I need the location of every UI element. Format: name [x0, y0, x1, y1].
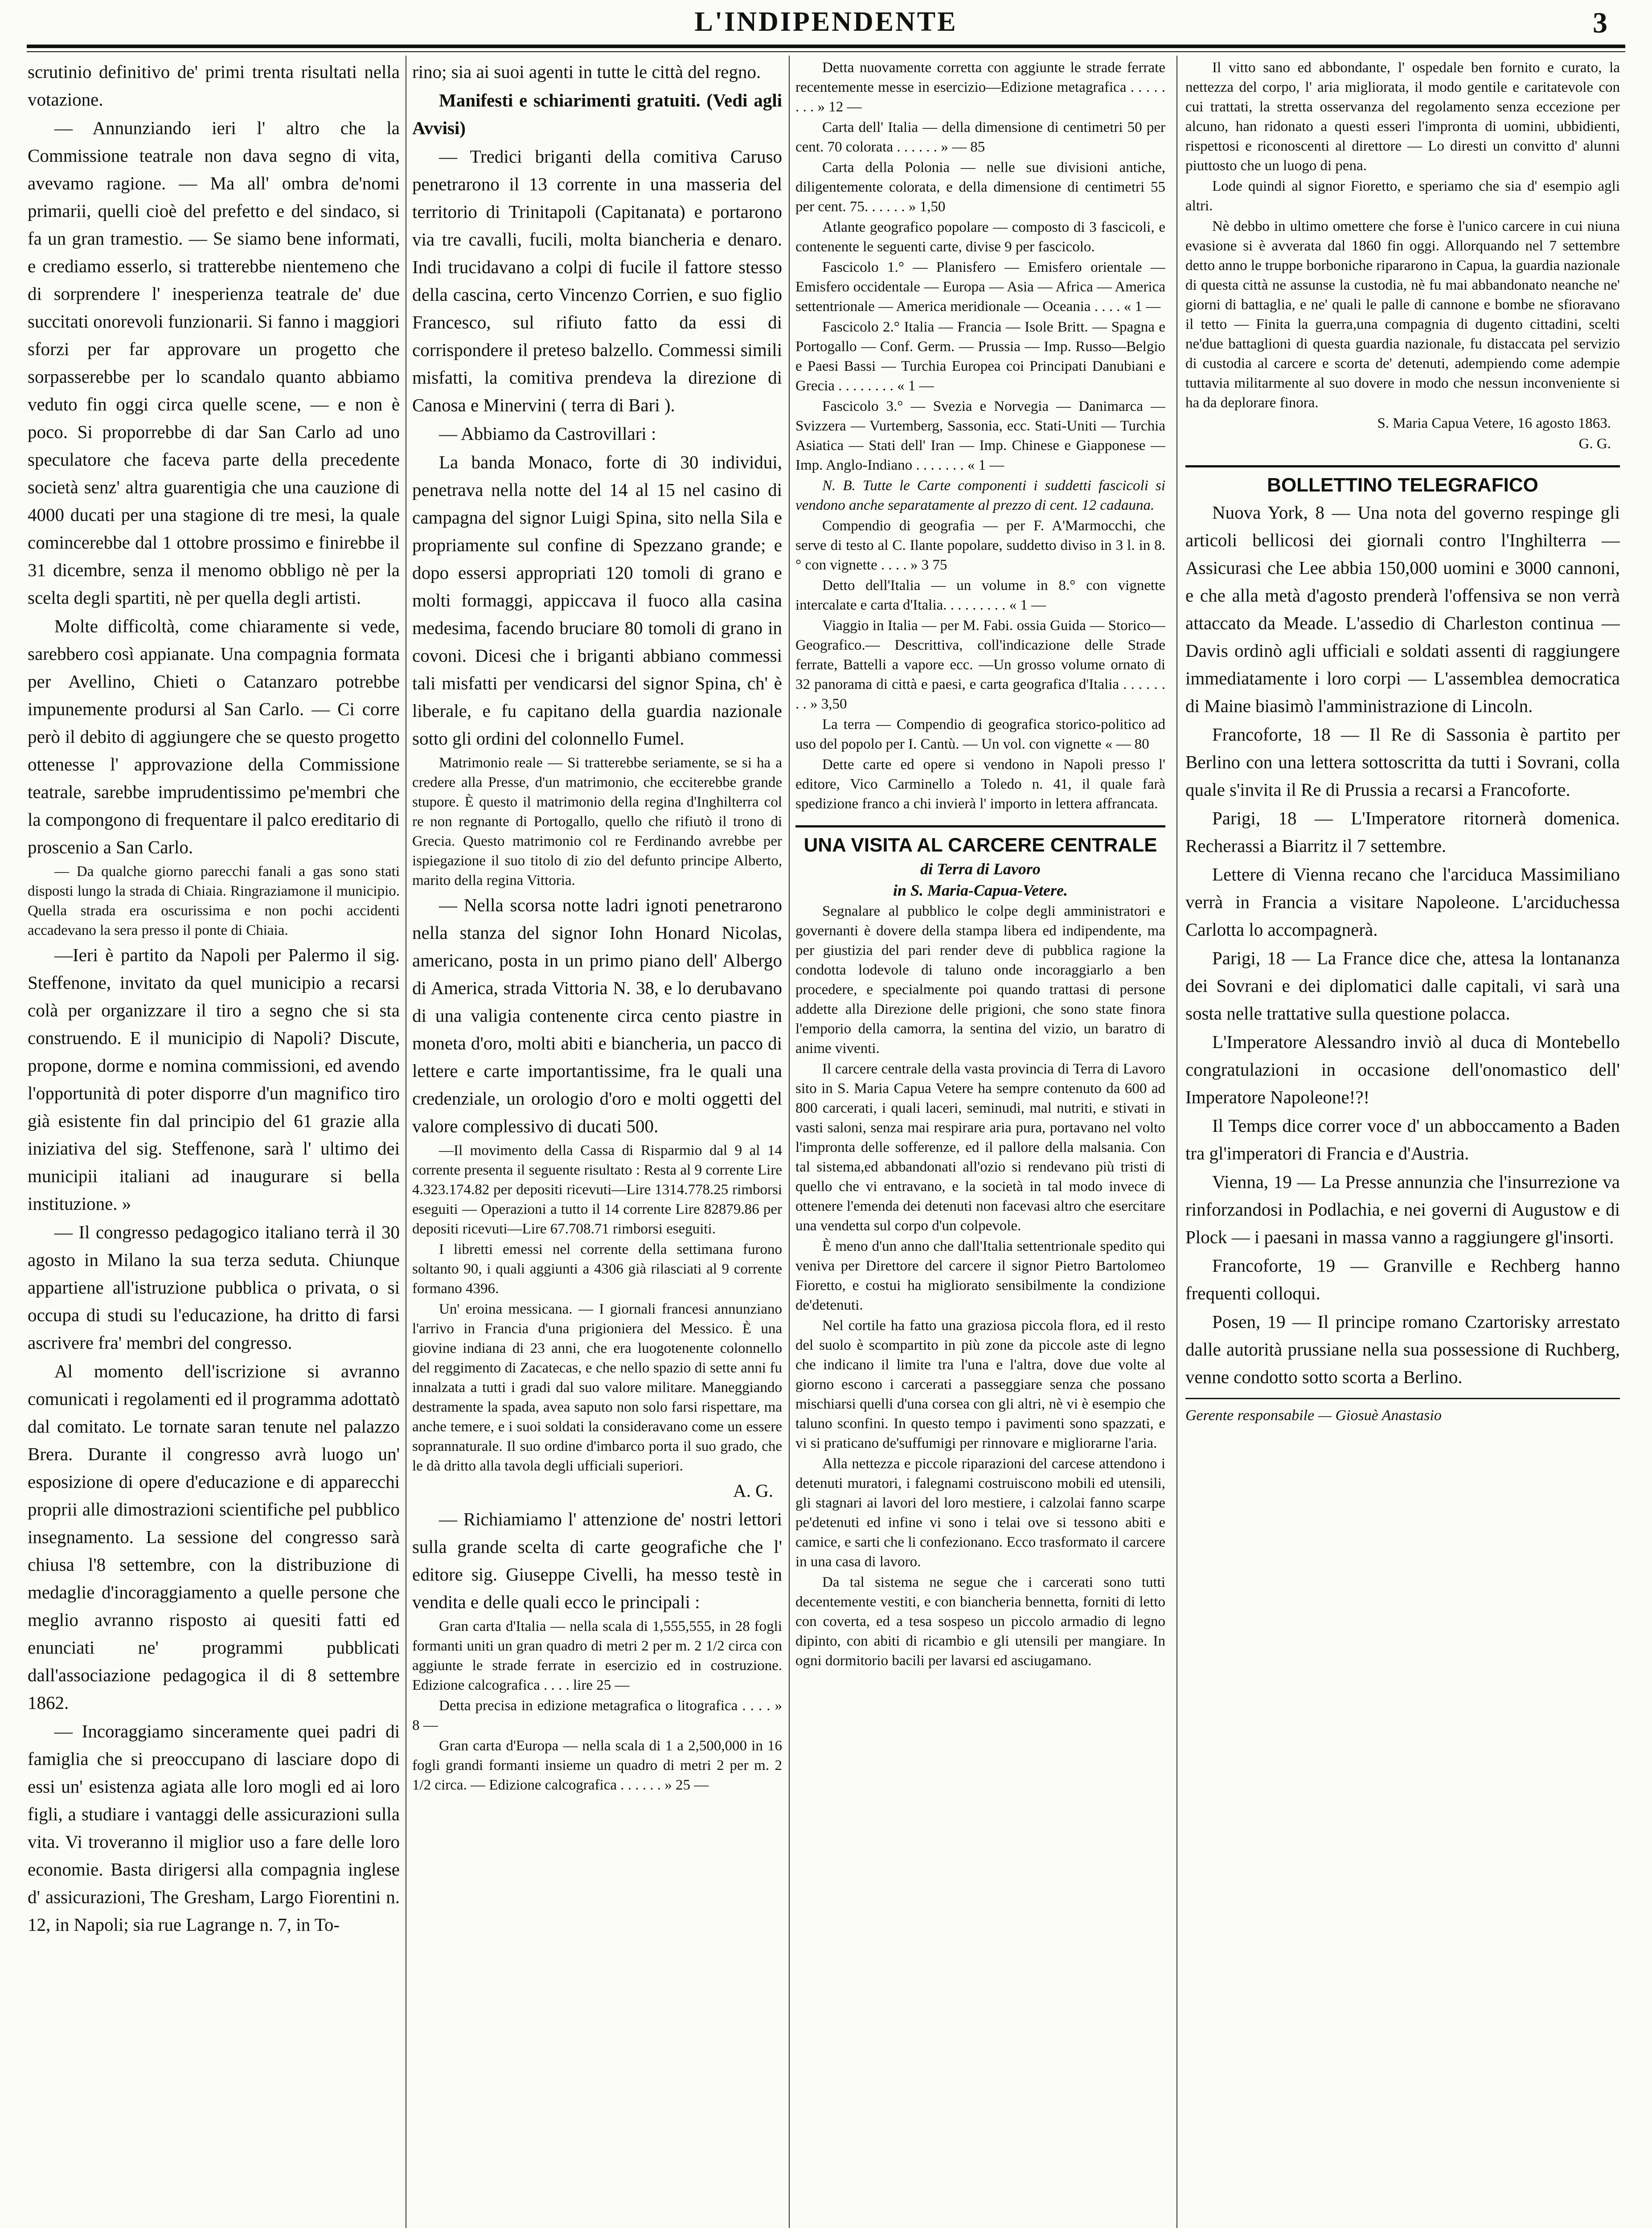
paragraph: Parigi, 18 — L'Imperatore ritornerà domenica. Recherassi a Biarritz il 7 settembre.	[1185, 808, 1620, 856]
paragraph: Il vitto sano ed abbondante, l' ospedale ben fornito e curato, la nettezza del corpo, l' aria migliorata, il modo gentile e caritatevole con cui trattati, la stretta osservanza del regolamento senza eccezione per alcuno, han ridonato a questi esseri l'impronta di uomini, ubbidienti, rispettosi e riconoscenti al direttore — Lo diresti un convitto d' alunni piuttosto che un luogo di pena.	[1185, 60, 1620, 174]
paragraph: I libretti emessi nel corrente della settimana furono soltanto 90, i quali aggiunti a 4306 già rilasciati al 9 corrente formano 4396.	[412, 1241, 782, 1297]
list-item: Atlante geografico popolare — composto di 3 fascicoli, e contenente le seguenti carte, divise 9 per fascicolo.	[795, 219, 1165, 255]
list-item: Detta precisa in edizione metagrafica o litografica . . . . » 8 —	[412, 1698, 782, 1733]
paragraph: Segnalare al pubblico le colpe degli amministratori e governanti è dovere della stampa libera ed indipendente, ma per giustizia del pari render deve di pubblica ragione la condotta lodevole di taluno onde incoraggiarlo a ben procedere, e specialmente poi quando trattasi di persone addette alla Direzione delle prigioni, che sono state finora l'emporio della camorra, la sentina del vizio, un baratro di anime viventi.	[795, 903, 1165, 1057]
section-rule	[1185, 465, 1620, 467]
paragraph: Nel cortile ha fatto una graziosa piccola flora, ed il resto del suolo è scompartito in più zone da piccole aste di legno che indicano il limite tra l'una e l'altra, dove due volte al giorno escono i carcerati a passeggiare senza che possano mischiarsi quelli d'una corsea con gli altri, nè vi è esempio che taluno sconfini. In questo tempo i pavimenti sono spazzati, e vi si praticano de'suffumigi per rinnovare e migliorarne l'aria.	[795, 1318, 1165, 1451]
paragraph: Il Temps dice correr voce d' un abboccamento a Baden tra gl'imperatori di Francia e d'Austria.	[1185, 1115, 1620, 1163]
section-title: BOLLETTINO TELEGRAFICO	[1267, 474, 1538, 496]
list-item: Fascicolo 3.° — Svezia e Norvegia — Danimarca — Svizzera — Vurtemberg, Sassonia, ecc. Stati-Uniti — Turchia Asiatica — Stati dell' Iran — Imp. Chinese e Giapponese — Imp. Anglo-Indiano . . . . . . . « 1 —	[795, 398, 1165, 473]
column-3	[795, 58, 1165, 2228]
header-rule-thin	[27, 51, 1625, 52]
footer-signature: Gerente responsabile — Giosuè Anastasio	[1185, 1398, 1620, 1429]
paragraph: Alla nettezza e piccole riparazioni del carcese attendono i detenuti muratori, i falegnami costruiscono mobili ed utensili, gli stagnari ai lavori del loro mestiere, i calzolai fanno scarpe pe'detenuti ed infine vi sono i telai ove si tessono abiti e camice, e sarti che li confezionano. Ecco trasformato il carcere in una casa di lavoro.	[795, 1456, 1165, 1570]
paragraph: Francoforte, 19 — Granville e Rechberg hanno frequenti colloqui.	[1185, 1255, 1620, 1303]
paragraph: — Annunziando ieri l' altro che la Commissione teatrale non dava segno di vita, avevamo ragione. — Ma all' ombra de'nomi primarii, quelli cioè del prefetto e del sindaco, si fa un gran tramestio. — Se siamo bene informati, e crediamo esserlo, si tratterebbe nientemeno che di sorprendere l' inesperienza teatrale de' due succitati onorevoli funzionarii. Si fanno i maggiori sforzi per far approvare un progetto che sorpasserebbe per lo scandalo quanto abbiamo veduto fin oggi circa quelle scene, — e non è poco. Si proporrebbe di dar San Carlo ad uno speculatore che faceva parte della precedente società senz' altra guarentigia che una cauzione di 4000 ducati per una stagione di tre mesi, la quale comincerebbe dal 1 ottobre prossimo e finirebbe il 31 dicembre, senza il menomo obbligo nè per la scelta degli spartiti, nè per quella degli artisti.	[28, 118, 400, 608]
paragraph: Un' eroina messicana. — I giornali francesi annunziano l'arrivo in Francia d'una prigioniera del Messico. È una giovine indiana di 23 anni, che era luogotenente colonnello del reggimento di Zacatecas, e che nello spazio di sette anni fu innalzata a tutti i gradi dal suo valore militare. Maneggiando destramente la spada, avea saputo non solo farsi rispettare, ma anche temere, e i suoi soldati la consideravano come un essere soprannaturale. Il suo ordine d'imbarco porta il suo grado, che le dà dritto alla tavola degli ufficiali superiori.	[412, 1301, 782, 1474]
paragraph: — Tredici briganti della comitiva Caruso penetrarono il 13 corrente in una masseria del territorio di Trinitapoli (Capitanata) e portarono via tre cavalli, fucili, molta biancheria e denaro. Indi trucidavano a colpi di fucile il fattore stesso della cascina, certo Vincenzo Corrien, e suo figlio Francesco, sul rifiuto fatto da essi di corrispondere il preteso balzello. Commessi simili misfatti, la comitiva prendeva la direzione di Canosa e Minervini ( terra di Bari ).	[412, 146, 782, 415]
paragraph: È meno d'un anno che dall'Italia settentrionale spedito qui veniva per Direttore del carcere il signor Pietro Bartolomeo Fioretto, e costui ha migliorato sensibilmente la condizione de'detenuti.	[795, 1238, 1165, 1313]
paragraph: Al momento dell'iscrizione si avranno comunicati i regolamenti ed il programma adottatò dal comitato. Le tornate saran tenute nel palazzo Brera. Durante il congresso avrà luogo un' esposizione di opere d'educazione e di apparecchi proprii alle dimostrazioni scientifiche pel pubblico insegnamento. La sessione del congresso sarà chiusa l'8 settembre, con la distribuzione di medaglie d'incoraggiamento a quelle persone che meglio avranno risposto ai quesiti fatti ed enunciati ne' programmi pubblicati dall'associazione pedagogica il di 8 settembre 1862.	[28, 1361, 400, 1713]
section-subtitle: in S. Maria-Capua-Vetere.	[893, 881, 1068, 899]
paragraph: Molte difficoltà, come chiaramente si vede, sarebbero così appianate. Una compagnia formata per Avellino, Chieti o Catanzaro potrebbe impunemente prodursi al San Carlo. — Ci corre però il debito di aggiungere che se questo progetto ottenesse l' approvazione della Commissione teatrale, sarebbe imprudentissimo pe'membri che la compongono di frequentare il palco ereditario di proscenio a San Carlo.	[28, 616, 400, 857]
paragraph: —Ieri è partito da Napoli per Palermo il sig. Steffenone, invitato da quel municipio a recarsi colà per organizzare il tiro a segno che si sta construendo. E il municipio di Napoli? Discute, propone, dorme e nomina commissioni, ed avendo l'opportunità di poter disporre d'un magnifico tiro già esistente fin dal principio del 61 grazie alla iniziativa del sig. Steffenone, sarà l' ultimo dei municipii italiani ad inaugurare si bella instituzione. »	[28, 945, 400, 1214]
section-title: UNA VISITA AL CARCERE CENTRALE	[803, 834, 1157, 856]
paragraph: L'Imperatore Alessandro inviò al duca di Montebello congratulazioni in occasione dell'onomastico dell' Imperatore Napoleone!?!	[1185, 1032, 1620, 1107]
page-number: 3	[1593, 7, 1607, 39]
paragraph: — Da qualche giorno parecchi fanali a gas sono stati disposti lungo la strada di Chiaia. Ringraziamone il municipio. Quella strada era oscurissima e non pochi accidenti accadevano la sera presso il ponte di Chiaia.	[28, 864, 400, 938]
list-item: Viaggio in Italia — per M. Fabi. ossia Guida — Storico—Geografico.— Descrittiva, coll'indicazione delle Strade ferrate, Battelli a vapore ecc. —Un grosso volume ornato di 32 panorama di città e paesi, e carta geografica d'Italia . . . . . . . . » 3,50	[795, 618, 1165, 712]
paragraph: Manifesti e schiarimenti gratuiti. (Vedi agli Avvisi)	[412, 90, 782, 138]
list-item: Carta dell' Italia — della dimensione di centimetri 50 per cent. 70 colorata . . . . . . » — 85	[795, 119, 1165, 155]
signature: G. G.	[1578, 436, 1611, 452]
list-item: Fascicolo 1.° — Planisfero — Emisfero orientale — Emisfero occidentale — Europa — Asia — Africa — America settentrionale — America meridionale — Oceania . . . . « 1 —	[795, 259, 1165, 315]
paragraph: Lettere di Vienna recano che l'arciduca Massimiliano verrà in Francia a visitare Napoleone. L'arciduchessa Carlotta lo accompagnerà.	[1185, 864, 1620, 940]
section-rule	[795, 825, 1165, 827]
list-item: Compendio di geografia — per F. A'Marmocchi, che serve di testo al C. Ilante popolare, suddetto diviso in 3 l. in 8.° con vignette . . . . » 3 75	[795, 518, 1165, 573]
paragraph: Francoforte, 18 — Il Re di Sassonia è partito per Berlino con una lettera sottoscritta da tutti i Sovrani, colla quale s'invita il Re di Prussia a recarsi a Francoforte.	[1185, 724, 1620, 800]
paragraph: Nuova York, 8 — Una nota del governo respinge gli articoli bellicosi dei giornali contro l'Inghilterra — Assicurasi che Lee abbia 150,000 uomini e 3000 cannoni, e che alla metà d'agosto prenderà l'offensiva se non verrà attaccato da Meade. L'assedio di Charleston continua — Davis ordinò agli ufficiali e soldati assenti di raggiungere immediatamente i loro corpi — L'assemblea democratica di Maine biasimò l'amministrazione di Lincoln.	[1185, 502, 1620, 716]
list-item: Gran carta d'Europa — nella scala di 1 a 2,500,000 in 16 fogli grandi formanti insieme un quadro di metri 2 per m. 2 1/2 circa. — Edizione calcografica . . . . . . » 25 —	[412, 1738, 782, 1793]
paragraph: Posen, 19 — Il principe romano Czartorisky arrestato dalle autorità prussiane nella sua possessione di Ruchberg, venne condotto sotto scorta a Berlino.	[1185, 1311, 1620, 1387]
column-divider	[1176, 56, 1177, 2228]
column-1	[28, 58, 400, 2228]
list-item: N. B. Tutte le Carte componenti i suddetti fascicoli si vendono anche separatamente al prezzo di cent. 12 cadauna.	[795, 478, 1165, 513]
dateline: S. Maria Capua Vetere, 16 agosto 1863.	[1377, 415, 1611, 431]
paragraph: Parigi, 18 — La France dice che, attesa la lontananza dei Sovrani e dei diplomatici dalle capitali, vi sarà una sosta nelle trattative sulla questione polacca.	[1185, 948, 1620, 1024]
list-item: Carta della Polonia — nelle sue divisioni antiche, diligentemente colorata, e della dimensione di centimetri 55 per cent. 75. . . . . . » 1,50	[795, 160, 1165, 215]
paragraph: Il carcere centrale della vasta provincia di Terra di Lavoro sito in S. Maria Capua Vetere ha sempre contenuto da 600 ad 800 carcerati, i quali laceri, seminudi, mal nutriti, e stivati in vasti saloni, senza mai respirare aria pura, portavano nel volto l'impronta delle sofferenze, ed il pallore della malsania. Con tal sistema,ed abbandonati all'ozio si rendevano più tristi di quello che vi entravano, e la società in tal modo invece di ottenere l'emenda dei detenuti non facevasi altro che esercitare una vendetta sul corpo d'un colpevole.	[795, 1061, 1165, 1234]
page-header	[27, 4, 1625, 40]
paragraph: — Abbiamo da Castrovillari :	[439, 423, 656, 444]
paragraph: La banda Monaco, forte di 30 individui, penetrava nella notte del 14 al 15 nel casino di campagna del signor Luigi Spina, sito nella Sila e propriamente sul confine di Spezzano grande; e dopo essersi appropriati 120 tomoli di grano e molti formaggi, appiccava il fuoco alla casina medesima, facendo bruciare 80 tomoli di grano in covoni. Dicesi che i briganti abbiano commessi tali misfatti per vendicarsi del signor Spina, ch' è liberale, e fu capitano della guardia nazionale sotto gli ordini del colonnello Fumel.	[412, 452, 782, 749]
paragraph: Da tal sistema ne segue che i carcerati sono tutti decentemente vestiti, e con biancheria bennetta, forniti di letto con coverta, ed a tesa sospeso un piccolo armadio di legno dipinto, con abiti di ricambio e gli utensili per mangiare. In ogni dormitorio bacili per lavarsi ed asciugamano.	[795, 1574, 1165, 1669]
list-item: La terra — Compendio di geografica storico-politico ad uso del popolo per I. Cantù. — Un vol. con vignette « — 80	[795, 717, 1165, 752]
paragraph: Nè debbo in ultimo omettere che forse è l'unico carcere in cui niuna evasione si è avverata dal 1860 fin oggi. Allorquando nel 7 settembre detto anno le truppe borboniche ripararono in Capua, la guardia nazionale di questa città ne assunse la custodia, nè fu mai abbandonato neanche ne' giorni di battaglia, e ne' quali le palle di cannone e bombe ne sfioravano il tetto — Finita la guerra,una compagnia di dugento cittadini, scelti ne'due battaglioni di questa guardia nazionale, fu distaccata pel servizio di custodia al carcere e scorta de' detenuti, adempiendo come adempie tuttavia militarmente al suo dovere in modo che nessun inconveniente si ha da deplorare finora.	[1185, 218, 1620, 411]
column-2	[412, 58, 782, 2228]
paragraph: — Il congresso pedagogico italiano terrà il 30 agosto in Milano la sua terza seduta. Chiunque appartiene all'istruzione pubblica o privata, o si occupa di studi su l'educazione, ha dritto di farsi ascrivere fra' membri del congresso.	[28, 1222, 400, 1353]
list-item: Detto dell'Italia — un volume in 8.° con vignette intercalate e carta d'Italia. . . . . . . . . « 1 —	[795, 577, 1165, 613]
paragraph: rino; sia ai suoi agenti in tutte le città del regno.	[412, 61, 761, 82]
section-subtitle: di Terra di Lavoro	[920, 860, 1041, 878]
paragraph: Lode quindi al signor Fioretto, e speriamo che sia d' esempio agli altri.	[1185, 178, 1620, 214]
paragraph: scrutinio definitivo de' primi trenta risultati nella votazione.	[28, 61, 400, 110]
paragraph: —Il movimento della Cassa di Risparmio dal 9 al 14 corrente presenta il seguente risultato : Resta al 9 corrente Lire 4.323.174.82 per depositi ricevuti—Lire 1314.778.25 rimborsi eseguiti — Operazioni a tutto il 14 corrente Lire 82879.86 per depositi ricevuti—Lire 67.708.71 rimborsi eseguiti.	[412, 1143, 782, 1237]
list-item: Fascicolo 2.° Italia — Francia — Isole Britt. — Spagna e Portogallo — Conf. Germ. — Prussia — Imp. Russo—Belgio e Paesi Bassi — Turchia Europea coi Principati Danubiani e Grecia . . . . . . . . « 1 —	[795, 319, 1165, 394]
paragraph: — Richiamiamo l' attenzione de' nostri lettori sulla grande scelta di carte geografiche che l' editore sig. Giuseppe Civelli, ha messo testè in vendita e delle quali ecco le principali :	[412, 1509, 782, 1612]
column-divider	[789, 56, 790, 2228]
column-4	[1185, 58, 1620, 2228]
paragraph: Vienna, 19 — La Presse annunzia che l'insurrezione va rinforzandosi in Podlachia, e nei governi di Augustow e di Plock — i paesani in massa vanno a raggiungere gl'insorti.	[1185, 1171, 1620, 1247]
signature: A. G.	[733, 1480, 773, 1501]
paragraph: — Nella scorsa notte ladri ignoti penetrarono nella stanza del signor Iohn Honard Nicolas, americano, posta in un primo piano dell' Albergo di America, strada Vittoria N. 38, e lo derubavano di una valigia contenente circa cento piastre in moneta d'oro, molti abiti e biancheria, un pacco di lettere e carte importantissime, fra le quali una credenziale, un orologio d'oro e molti oggetti del valore complessivo di ducati 500.	[412, 895, 782, 1136]
paragraph: Dette carte ed opere si vendono in Napoli presso l' editore, Vico Carminello a Toledo n. 41, il quale farà spedizione franco a chi invierà l' importo in lettera affrancata.	[795, 757, 1165, 812]
masthead: L'INDIPENDENTE	[694, 7, 958, 37]
list-item: Detta nuovamente corretta con aggiunte le strade ferrate recentemente messe in esercizio—Edizione metagrafica . . . . . . . . » 12 —	[795, 60, 1165, 115]
paragraph: Matrimonio reale — Si tratterebbe seriamente, se si ha a credere alla Presse, d'un matrimonio, che ecciterebbe grande stupore. È questo il matrimonio della regina d'Inghilterra col re non regnante di Portogallo, quello che rifiutò il trono di Grecia. Questo matrimonio col re Ferdinando avrebbe per ispiegazione il suo titolo di zio del defunto principe Alberto, marito della regina Vittoria.	[412, 755, 782, 889]
list-item: Gran carta d'Italia — nella scala di 1,555,555, in 28 fogli formanti uniti un gran quadro di metri 2 per m. 2 1/2 circa con aggiunte le strade ferrate in esercizio ed in costruzione. Edizione calcografica . . . . lire 25 —	[412, 1618, 782, 1693]
header-rule	[27, 45, 1625, 48]
paragraph: — Incoraggiamo sinceramente quei padri di famiglia che si preoccupano di lasciare dopo di essi un' esistenza agiata alle loro mogli ed ai loro figli, a studiare i vantaggi delle assicurazioni sulla vita. Vi troveranno il miglior uso a fare delle loro economie. Basta dirigersi alla compagnia inglese d' assicurazioni, The Gresham, Largo Fiorentini n. 12, in Napoli; sia rue Lagrange n. 7, in To-	[28, 1721, 400, 1935]
